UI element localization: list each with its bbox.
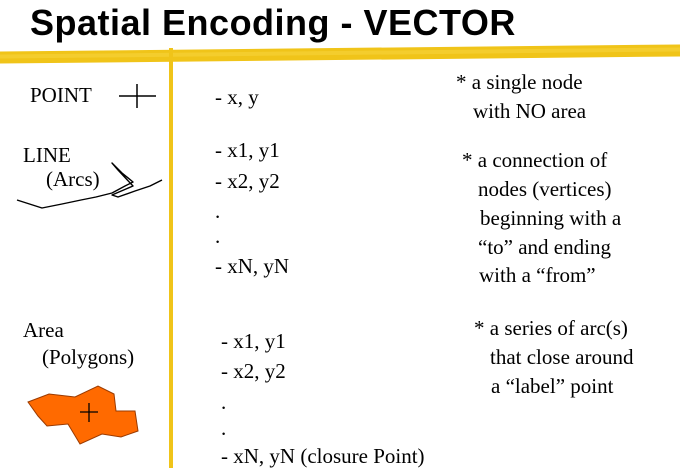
line-label: LINE [23,143,71,167]
area-label: Area [23,318,64,342]
area-coord-2: - x2, y2 [221,359,286,383]
point-cross-icon [119,84,156,108]
area-coord-4: . [221,416,227,440]
point-label: POINT [30,83,92,107]
line-arcs-icon [17,163,162,208]
line-desc-2: nodes (vertices) [478,177,612,201]
line-coord-4: . [215,224,221,248]
point-coord-1: - x, y [215,85,259,109]
area-desc-3: a “label” point [491,374,614,398]
area-coord-3: . [221,390,227,414]
line-coord-3: . [215,199,221,223]
area-desc-2: that close around [490,345,634,369]
area-coord-1: - x1, y1 [221,329,286,353]
line-coord-1: - x1, y1 [215,138,280,162]
area-sublabel: (Polygons) [42,345,135,369]
area-coord-5: - xN, yN (closure Point) [221,444,425,468]
area-polygon-icon [28,386,138,444]
point-desc-1: * a single node [456,70,583,94]
area-desc-1: * a series of arc(s) [474,316,628,340]
line-sublabel: (Arcs) [46,167,100,191]
line-coord-2: - x2, y2 [215,169,280,193]
point-desc-2: with NO area [473,99,587,123]
page-title: Spatial Encoding - VECTOR [30,2,516,43]
line-coord-5: - xN, yN [215,254,290,278]
line-desc-5: with a “from” [479,263,596,287]
line-desc-3: beginning with a [480,206,622,230]
line-desc-4: “to” and ending [478,235,611,259]
line-desc-1: * a connection of [462,148,608,172]
